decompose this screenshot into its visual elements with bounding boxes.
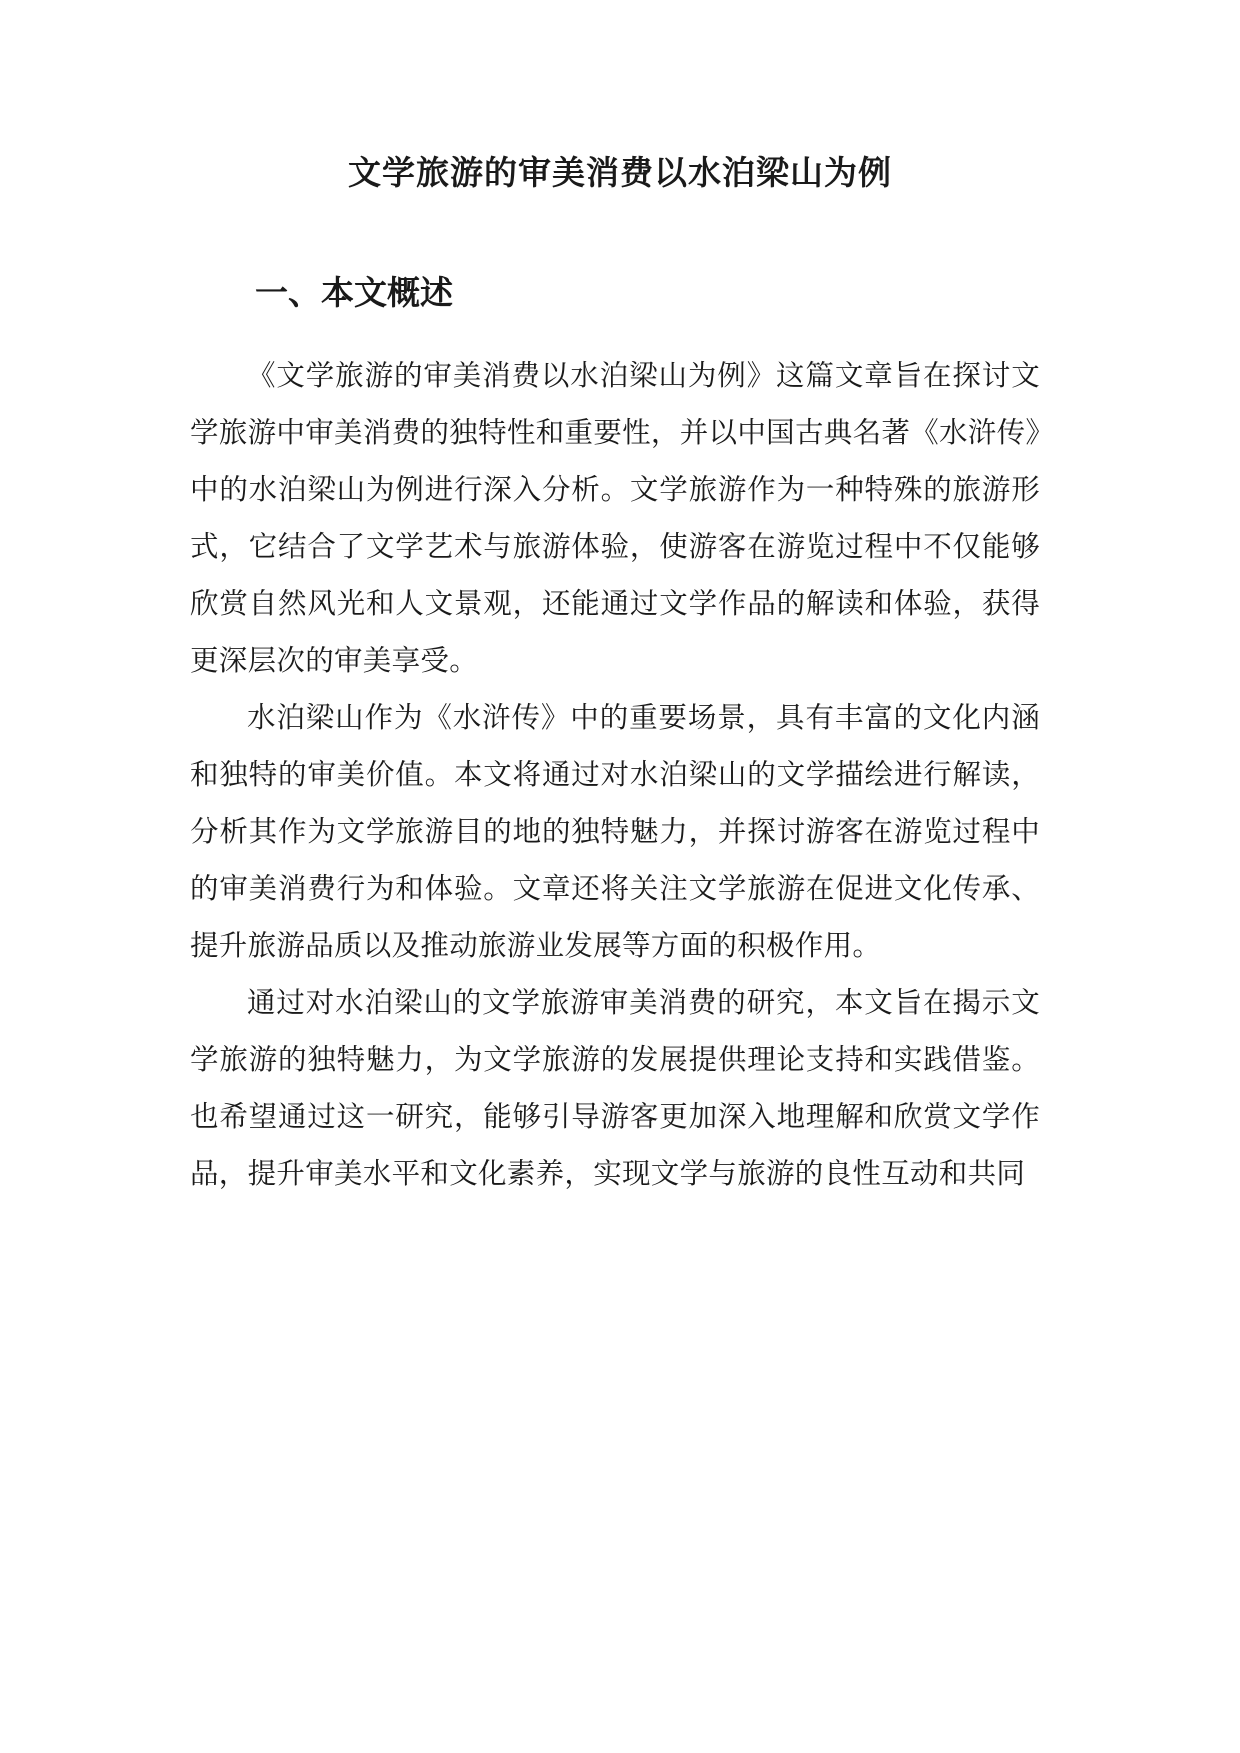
section-heading: 一、本文概述 (255, 273, 453, 312)
body-paragraph: 通过对水泊梁山的文学旅游审美消费的研究，本文旨在揭示文学旅游的独特魅力，为文学旅游的发展提供理论支持和实践借鉴。也希望通过这一研究，能够引导游客更加深入地理解和欣赏文学作品，提升审美水平和文化素养，实现文学与旅游的良性互动和共同 (190, 986, 1040, 1190)
body-paragraph: 《文学旅游的审美消费以水泊梁山为例》这篇文章旨在探讨文学旅游中审美消费的独特性和重要性，并以中国古典名著《水浒传》中的水泊梁山为例进行深入分析。文学旅游作为一种特殊的旅游形式，它结合了文学艺术与旅游体验，使游客在游览过程中不仅能够欣赏自然风光和人文景观，还能通过文学作品的解读和体验，获得更深层次的审美享受。 (190, 359, 1040, 677)
document-body (190, 347, 1040, 1202)
document-title: 文学旅游的审美消费以水泊梁山为例 (348, 153, 892, 192)
body-paragraph: 水泊梁山作为《水浒传》中的重要场景，具有丰富的文化内涵和独特的审美价值。本文将通过对水泊梁山的文学描绘进行解读，分析其作为文学旅游目的地的独特魅力，并探讨游客在游览过程中的审美消费行为和体验。文章还将关注文学旅游在促进文化传承、提升旅游品质以及推动旅游业发展等方面的积极作用。 (190, 701, 1040, 962)
